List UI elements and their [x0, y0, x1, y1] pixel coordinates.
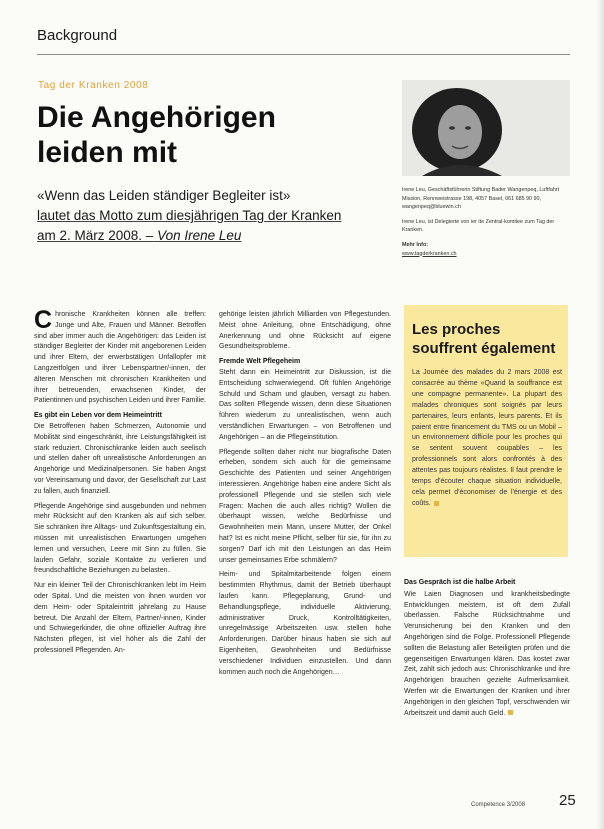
- paragraph: Nur ein kleiner Teil der Chronischkranken lebt im Heim oder Spital. Und die meisten von ihnen wurden vor dem Heim- oder Spitaleintritt jahrelang zu Hause betreut. Die Anzahl der Eltern, Partner/-innen, Kinder und Schwiegerkinder, die ohne offizieller Auftrag ihre Nächsten pflegen, ist viel höher als die Zahl der professionell Pflegenden. An-: [34, 582, 206, 654]
- author-contact: Irene Leu, Geschäftsführerin Stiftung Bader Wangenpeq, Luftfahrt Mission, Rennweistrasse 198, 4057 Basel, 061 685 90 90, wangenpeq@bluewin.ch: [402, 187, 560, 211]
- author-photo: [402, 80, 570, 176]
- intro-quote: «Wenn das Leiden ständiger Begleiter ist»: [37, 188, 291, 203]
- headline: Die Angehörigen leiden mit: [37, 101, 276, 169]
- article-column-1: [34, 306, 206, 661]
- subheading: Es gibt ein Leben vor dem Heimeintritt: [34, 412, 162, 420]
- author-portrait-image: [402, 80, 570, 176]
- author-info: [402, 186, 572, 264]
- footer-magazine: Competence 3/2008: [471, 802, 526, 808]
- drop-cap: C: [34, 306, 53, 334]
- paragraph: Heim- und Spitalmitarbeitende folgen einem bestimmten Rhythmus, damit der Betrieb überhaupt laufen kann. Pflegeplanung, Grund- und Behandlungspflege, individuelle Aktivierung, administrativer Druck, Kontrolltätigkeiten, unregelmässige Arbeitszeiten usw. stellen hohe Anforderungen. Darüber hinaus haben sie sich auf Eigenheiten, Gewohnheiten und Bedürfnisse verschiedener Individuen einzustellen. Und dann kommen auch noch die Angehörigen…: [219, 571, 391, 676]
- intro-line2: lautet das Motto zum diesjährigen Tag der Kranken: [37, 208, 342, 223]
- paragraph: Die Betroffenen haben Schmerzen, Autonomie und Mobilität sind eingeschränkt, ihre Leistungsfähigkeit ist stark reduziert. Chronischkranke leiden auch seelisch und stellen daher oft unrealistische Anforderungen an Angehörige und Medizinalpersonen. Sie haben Angst vor Vereinsamung und davor, der Gesellschaft zur Last zu fallen, auch finanziell.: [34, 422, 206, 495]
- paragraph: gehörige leisten jährlich Milliarden von Pflegestunden. Meist ohne Anleitung, ohne Entschädigung, ohne Anerkennung und ohne Rücksicht auf eigene Gesundheitsprobleme.: [219, 311, 391, 351]
- section-label: Background: [37, 27, 118, 44]
- page-edge-shadow: [596, 0, 604, 829]
- paragraph: Pflegende sollten daher nicht nur biografische Daten erheben, sondern sich auch für die gemeinsame Geschichte des Patienten und seiner Angehörigen interessieren. Angehörige haben eine andere Sicht als professionell Pflegende und sie stellen sich viele Fragen: Machen die auch alles richtig? Wollen die überhaupt wissen, welche Bedürfnisse und Gewohnheiten mein Mann, unsere Mutter, der Onkel hat? Ist es nicht meine Pflicht, selber für sie, für ihn zu sorgen? Darf ich mit den Leistungen an das Heim unser gemeinsames Erbe schmälern?: [219, 448, 391, 564]
- end-mark-icon: [434, 501, 439, 506]
- subheading: Das Gespräch ist die halbe Arbeit: [404, 579, 516, 586]
- author-role: Irene Leu, ist Delegierte von ier ite Zentral-komitee zum Tag der Kranken.: [402, 218, 555, 234]
- intro-line3: am 2. März 2008. – Von Irene Leu: [37, 228, 242, 243]
- paragraph: Steht dann ein Heimeintritt zur Diskussion, ist die Entscheidung schwerwiegend. Oft fühlen Angehörige Schuld und Scham und glauben, versagt zu haben. Das sollten Pflegende wissen, denn diese Situationen führen wiederum zu unrealistischen, wenn auch verständlichen Erwartungen – von Betroffenen und Angehörigen – an die Pflegeinstitution.: [219, 368, 391, 441]
- more-info-link[interactable]: www.tagderkranken.ch: [402, 250, 457, 257]
- header-rule: [37, 54, 570, 55]
- subheading: Fremde Welt Pflegeheim: [219, 358, 301, 366]
- intro: [37, 186, 367, 246]
- paragraph: Wie Laien Diagnosen und krankheitsbedingte Entwicklungen meistern, ist oft dem Zufall überlassen. Falsche Rücksichtnahme und Verunsicherung bei den Kranken und den Angehörigen sind die Folge. Professionell Pflegende sollten die Belastung aller Beteiligten prüfen und die gegenseitigen Erwartungen klären. Das kostet zwar Zeit, zahlt sich jedoch aus: Chronischkranke und ihre Angehörigen brauchen gezielte Aufmerksamkeit. Werfen wir die Erwartungen der Kranken und ihrer Angehörigen in den gleichen Topf, verschwenden wir Arbeitszeit und damit auch Geld.: [404, 590, 570, 717]
- paragraph: Chronische Krankheiten können alle treffen: Junge und Alte, Frauen und Männer. Betroffen sind aber immer auch die Angehörigen: das Leiden ist ständiger Begleiter der Kinder mit angeborenen Leiden und ihrer Eltern, der erwerbstätigen Unfallopfer mit Langzeitfolgen und ihrer Lebenspartner/-innen, der älteren Menschen mit chronischen Krankheiten und ihrer betreuenden, erwachsenen Kinder, der Patientinnen und psychischen Leiden und ihrer Familie.: [34, 306, 206, 405]
- paragraph: Pflegende Angehörige sind ausgebunden und nehmen mehr Rücksicht auf den Kranken als auf sich selber. Sie schränken ihre Alltags- und Zukunftsgestaltung ein, müssen mit unrealistischen Erwartungen umgehen lernen und versuchen, Leere mit Sinn zu füllen. Sie laufen Gefahr, soziale Kontakte zu verlieren und freundschaftliche Beziehungen zu belasten.: [34, 502, 206, 575]
- more-info-label: Mehr Info:: [402, 241, 429, 248]
- intro-author: Von Irene Leu: [157, 228, 242, 243]
- french-summary-text: La Journée des malades du 2 mars 2008 est consacrée au thème «Quand la souffrance est une compagne permanente». La plupart des malades chroniques sont soignés par leurs partenaires, leurs enfants, leurs parents. Et ils paient entre financement du TMS ou un Mobil – un environnement difficile pour les proches qui se sentent souvent coupables – les professionnels sont alors confrontés à des attentes pas toujours réalistes. Il faut prendre le temps d'écouter chaque situation individuelle, cela permet d'économiser de l'énergie et des coûts.: [412, 369, 562, 507]
- article-column-3: [404, 578, 570, 719]
- french-summary-title: Les proches souffrent également: [412, 321, 556, 357]
- article-column-2: [219, 310, 391, 682]
- end-mark-icon: [508, 710, 513, 715]
- page-number: 25: [559, 792, 576, 809]
- kicker: Tag der Kranken 2008: [38, 80, 149, 91]
